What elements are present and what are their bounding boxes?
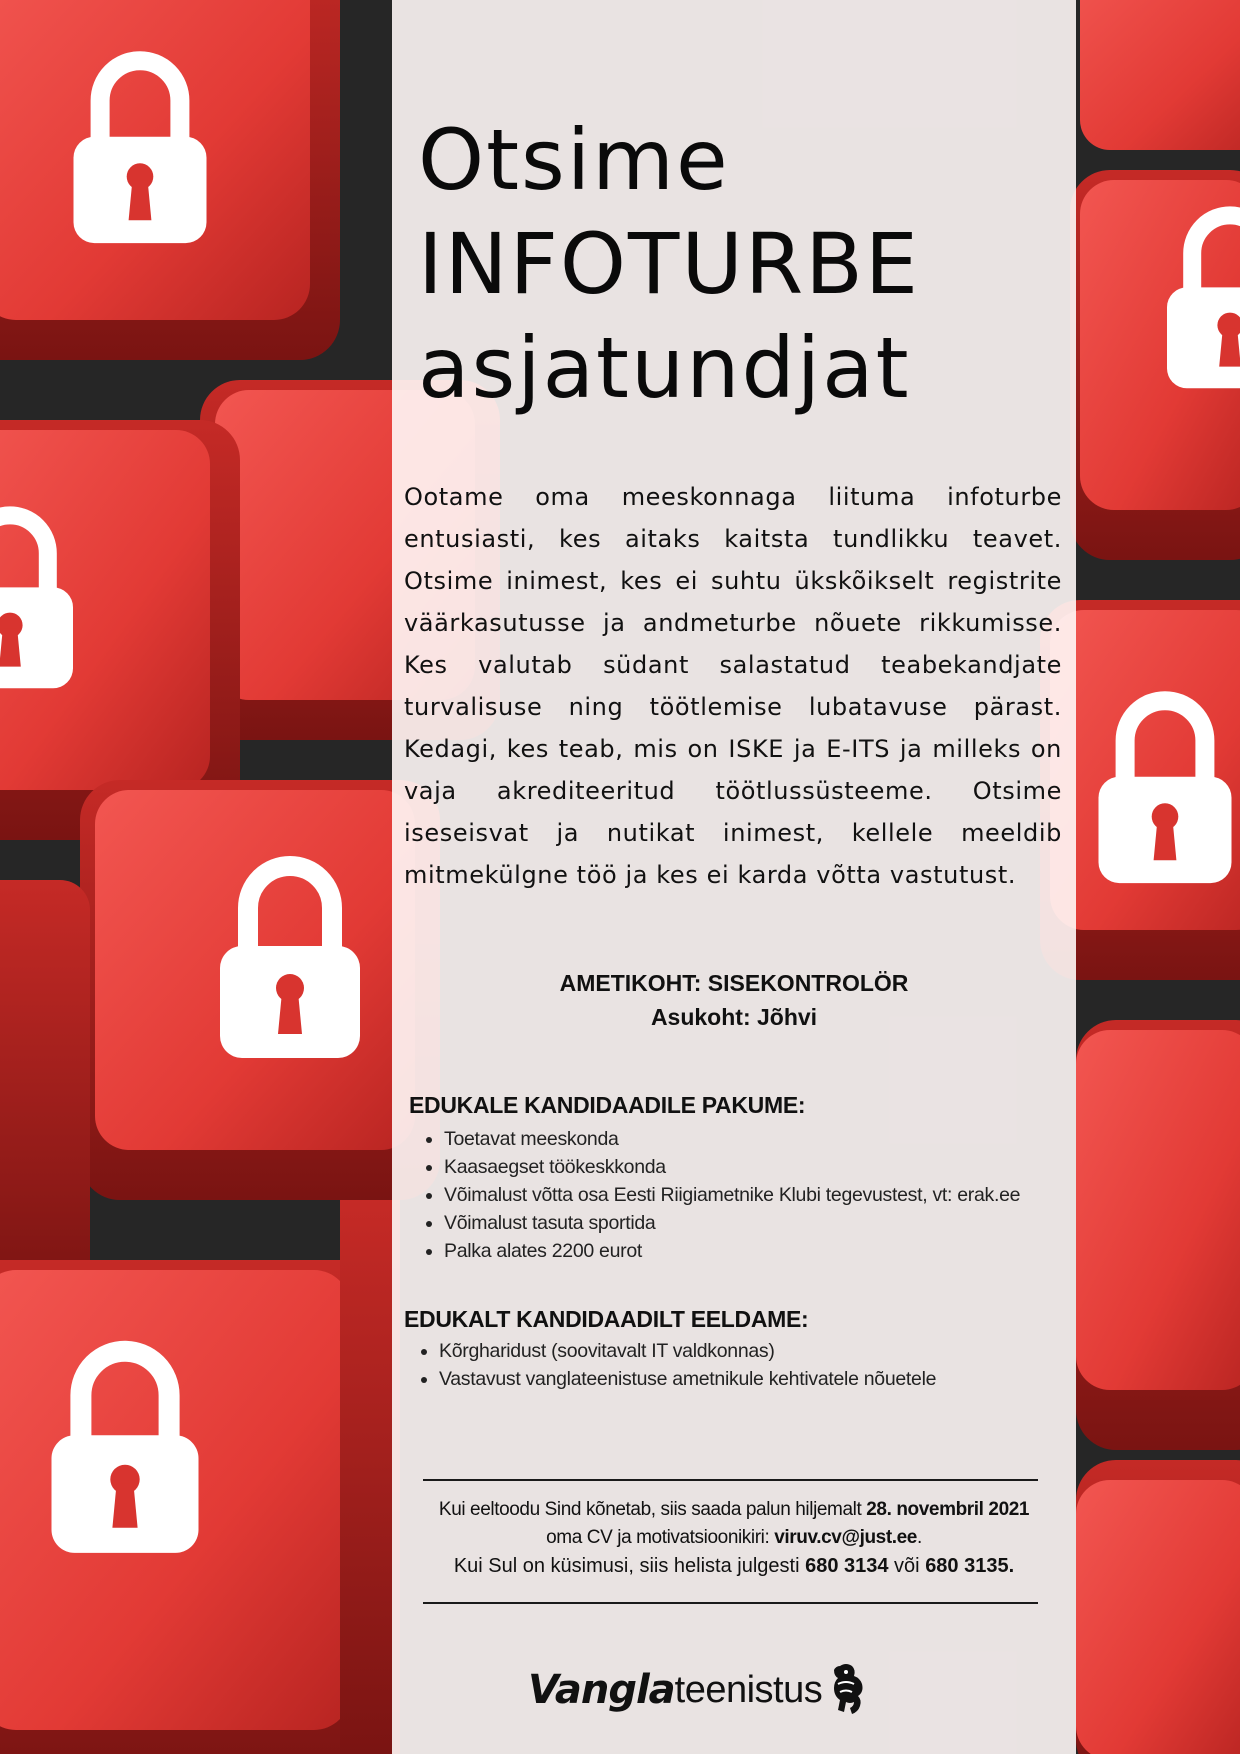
offer-heading: EDUKALE KANDIDAADILE PAKUME: xyxy=(409,1092,806,1118)
email-link[interactable]: viruv.cv@just.ee xyxy=(774,1527,917,1548)
list-item: • Võimalust võtta osa Eesti Riigiametnike Klubi tegevustest, vt: erak.ee xyxy=(444,1181,1020,1209)
list-item: • Kõrgharidust (soovitavalt IT valdkonnas) xyxy=(439,1337,936,1365)
contact-line-2 xyxy=(392,1524,1076,1552)
phone-1[interactable]: 680 3134 xyxy=(805,1555,889,1577)
contact-block xyxy=(392,1496,1076,1580)
divider-top xyxy=(423,1479,1038,1481)
vanglateenistus-logo xyxy=(528,1660,866,1720)
contact-line-1 xyxy=(392,1496,1076,1524)
list-item: • Vastavust vanglateenistuse ametnikule kehtivatele nõuetele xyxy=(439,1365,936,1393)
contact-line-3 xyxy=(392,1552,1076,1580)
contact-text: või xyxy=(888,1555,926,1577)
list-item: • Toetavat meeskonda xyxy=(444,1125,1020,1153)
logo-light-text: teenistus xyxy=(674,1668,823,1711)
contact-text: oma CV ja motivatsioonikiri: xyxy=(546,1527,775,1548)
contact-text: Kui eeltoodu Sind kõnetab, siis saada palun hiljemalt xyxy=(438,1499,867,1520)
position-location: Asukoht: Jõhvi xyxy=(650,1004,818,1030)
title-line-1: Otsime xyxy=(418,111,730,209)
offer-list xyxy=(410,1125,1020,1265)
logo-bold-text: Vangla xyxy=(528,1667,675,1713)
title-line-3: asjatundjat xyxy=(418,319,911,417)
phone-2[interactable]: 680 3135. xyxy=(925,1555,1015,1577)
divider-bottom xyxy=(423,1602,1038,1604)
position-title: AMETIKOHT: SISEKONTROLÖR xyxy=(559,970,909,996)
title-line-2: INFOTURBE xyxy=(418,215,920,313)
page-title xyxy=(418,108,920,420)
deadline: 28. novembril 2021 xyxy=(866,1499,1030,1520)
contact-text: . xyxy=(916,1527,922,1548)
intro-paragraph: Ootame oma meeskonnaga liituma infoturbe entusiasti, kes aitaks kaitsta tundlikku teavet. Otsime inimest, kes ei suhtu ükskõikselt registrite väärkasutusse ja andmeturbe nõuete rikkumisse. Kes valutab südant salastatud teabekandjate turvalisuse ning töötlemise lubatavuse pärast. Kedagi, kes teab, mis on ISKE ja E-ITS ja milleks on vaja akrediteeritud töötlussüsteeme. Otsime iseseisvat ja nutikat inimest, kellele meeldib mitmekülgne töö ja kes ei karda võtta vastutust. xyxy=(404,483,1062,889)
expect-heading: EDUKALT KANDIDAADILT EELDAME: xyxy=(404,1306,809,1332)
contact-text: Kui Sul on küsimusi, siis helista julgesti xyxy=(453,1555,806,1577)
lion-crest-icon xyxy=(826,1662,866,1718)
list-item: • Kaasaegset töökeskkonda xyxy=(444,1153,1020,1181)
expect-list xyxy=(405,1337,936,1393)
list-item: • Võimalust tasuta sportida xyxy=(444,1209,1020,1237)
position-block xyxy=(392,966,1076,1034)
list-item: • Palka alates 2200 eurot xyxy=(444,1237,1020,1265)
